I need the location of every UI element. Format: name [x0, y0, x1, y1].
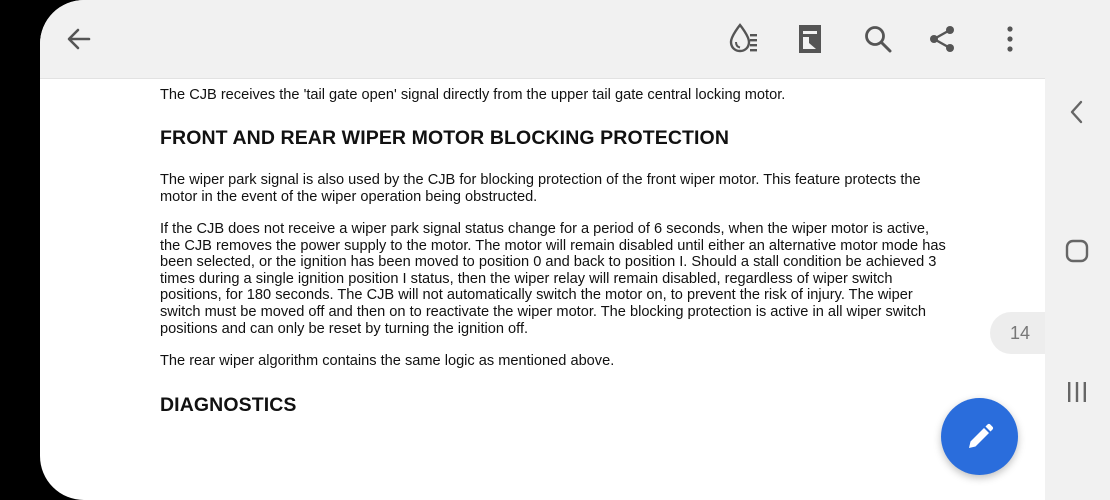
search-button[interactable] — [853, 14, 903, 64]
back-button[interactable] — [54, 14, 104, 64]
more-options-icon — [1005, 24, 1015, 54]
more-options-button[interactable] — [985, 14, 1035, 64]
edit-pencil-icon — [964, 421, 996, 453]
intro-paragraph: The CJB receives the 'tail gate open' signal directly from the upper tail gate central locking motor. — [160, 87, 786, 103]
bookmark-button[interactable] — [785, 14, 835, 64]
paragraph-rear-wiper: The rear wiper algorithm contains the same logic as mentioned above. — [160, 353, 615, 369]
section-heading-diagnostics: DIAGNOSTICS — [160, 394, 297, 416]
reading-mode-icon — [726, 21, 762, 57]
document-page — [160, 79, 960, 500]
nav-home-button[interactable] — [1057, 231, 1097, 271]
text-line: positions, for 180 seconds. The CJB will not automatically switch the motor on, to prevent the risk of injury. The wiper — [160, 287, 913, 304]
share-icon — [927, 24, 957, 54]
nav-back-icon — [1069, 100, 1085, 124]
system-navigation-bar — [1045, 0, 1110, 500]
app-screen — [40, 0, 1045, 500]
section-heading-wiper-protection: FRONT AND REAR WIPER MOTOR BLOCKING PROTECTION — [160, 127, 730, 149]
reading-mode-button[interactable] — [719, 14, 769, 64]
nav-back-button[interactable] — [1057, 92, 1097, 132]
back-arrow-icon — [65, 25, 93, 53]
bookmark-icon — [796, 23, 824, 55]
share-button[interactable] — [917, 14, 967, 64]
text-line: the CJB removes the power supply to the motor. The motor will remain disabled until either an alternative motor mode has — [160, 237, 946, 254]
text-line: positions and can only be reset by turning the ignition off. — [160, 320, 529, 337]
nav-recents-icon — [1066, 380, 1088, 404]
nav-home-icon — [1065, 239, 1089, 263]
text-line: switch must be moved off and then on to reactivate the wiper motor. The blocking protection is active in all wiper switch — [160, 304, 927, 320]
text-line: times during a single ignition position I status, then the wiper relay will remain disabled, regardless of wiper switch — [160, 270, 893, 287]
device-bezel — [0, 0, 40, 500]
page-number-indicator[interactable]: 14 — [990, 312, 1045, 354]
top-toolbar — [40, 0, 1045, 79]
edit-fab-button[interactable] — [941, 398, 1018, 475]
text-line: If the CJB does not receive a wiper park signal status change for a period of 6 seconds, when the wiper motor is active, — [160, 221, 930, 237]
search-icon — [863, 24, 893, 54]
text-line: motor in the event of the wiper operation being obstructed. — [160, 188, 538, 205]
nav-recents-button[interactable] — [1057, 372, 1097, 412]
text-line: been selected, or the ignition has been moved to position 0 and back to position I. Should a stall condition be achieved 3 — [160, 254, 937, 271]
text-line: The wiper park signal is also used by the CJB for blocking protection of the front wiper motor. This feature protects the — [160, 172, 921, 188]
